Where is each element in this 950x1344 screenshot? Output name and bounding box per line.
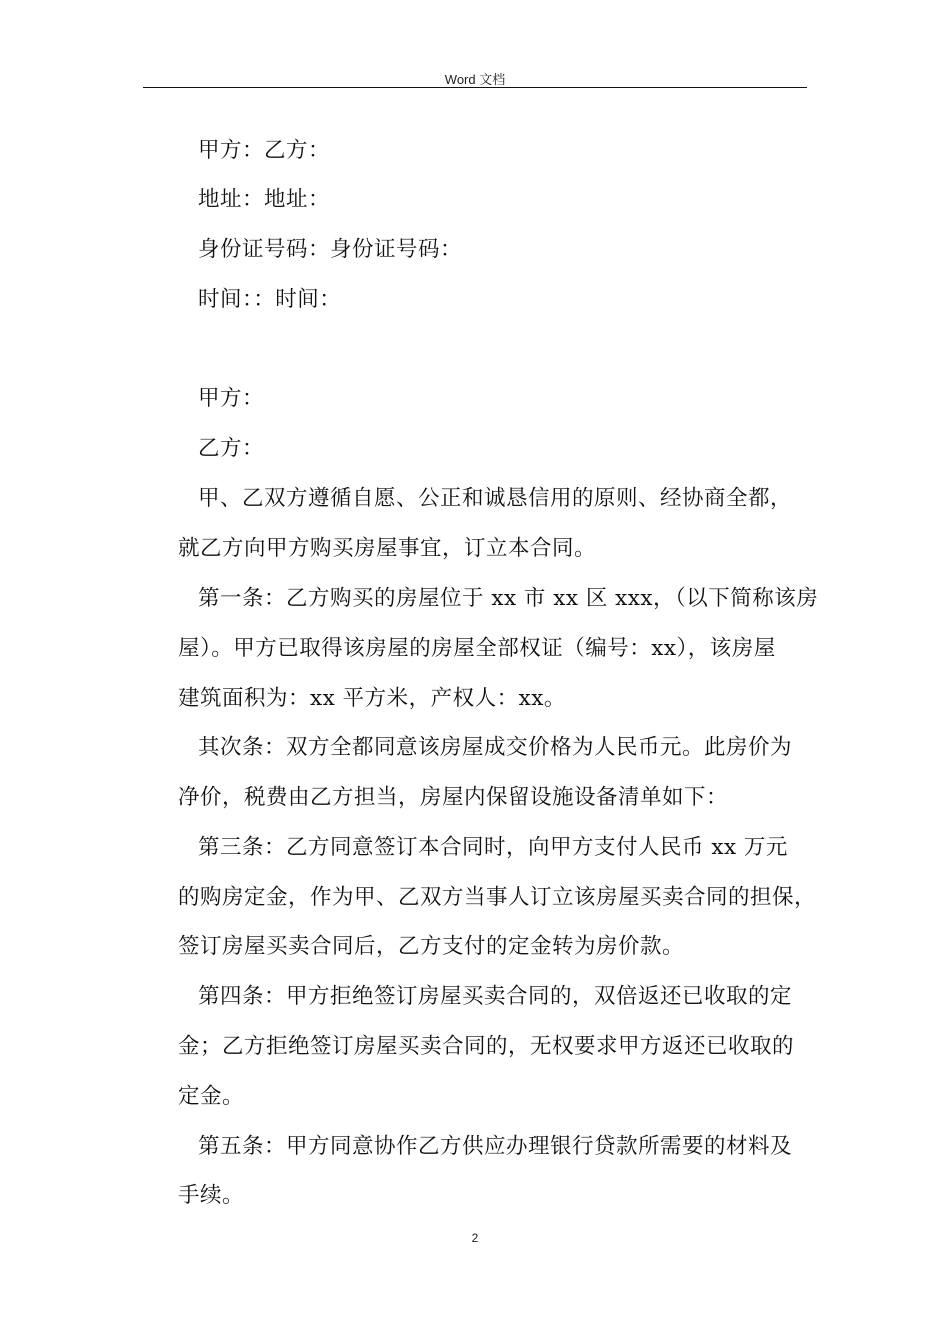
- page-number: 2: [471, 1231, 479, 1245]
- preamble-line: 就乙方向甲方购买房屋事宜，订立本合同。: [178, 536, 597, 561]
- article-3-line: 的购房定金，作为甲、乙双方当事人订立该房屋买卖合同的担保，: [178, 885, 817, 910]
- article-3-line: 签订房屋买卖合同后，乙方支付的定金转为房价款。: [178, 934, 685, 959]
- id-number-line: 身份证号码：身份证号码：: [198, 237, 463, 262]
- party-line: 甲方：乙方：: [198, 138, 331, 163]
- time-line: 时间：：时间：: [198, 287, 342, 312]
- party-a-line: 甲方：: [198, 386, 265, 411]
- party-b-line: 乙方：: [198, 436, 265, 461]
- article-4-line: 定金。: [178, 1084, 245, 1109]
- preamble-line: 甲、乙双方遵循自愿、公正和诚恳信用的原则、经协商全都，: [198, 486, 793, 511]
- article-2-line: 其次条：双方全都同意该房屋成交价格为人民币元。此房价为: [198, 735, 793, 760]
- article-2-line: 净价，税费由乙方担当，房屋内保留设施设备清单如下：: [178, 785, 729, 810]
- article-1-line: 第一条：乙方购买的房屋位于 xx 市 xx 区 xxx，（以下简称该房: [198, 586, 819, 611]
- article-4-line: 金；乙方拒绝签订房屋买卖合同的，无权要求甲方返还已收取的: [178, 1034, 795, 1059]
- article-3-line: 第三条：乙方同意签订本合同时，向甲方支付人民币 xx 万元: [198, 835, 788, 860]
- article-5-line: 手续。: [178, 1183, 245, 1208]
- article-1-line: 屋）。甲方已取得该房屋的房屋全部权证（编号：xx），该房屋: [178, 636, 776, 661]
- header-divider: [143, 87, 807, 88]
- article-1-line: 建筑面积为：xx 平方米，产权人：xx。: [178, 686, 566, 711]
- article-4-line: 第四条：甲方拒绝签订房屋买卖合同的，双倍返还已收取的定: [198, 984, 793, 1009]
- article-5-line: 第五条：甲方同意协作乙方供应办理银行贷款所需要的材料及: [198, 1134, 793, 1159]
- address-line: 地址：地址：: [198, 187, 331, 212]
- header-title: Word 文档: [444, 72, 506, 87]
